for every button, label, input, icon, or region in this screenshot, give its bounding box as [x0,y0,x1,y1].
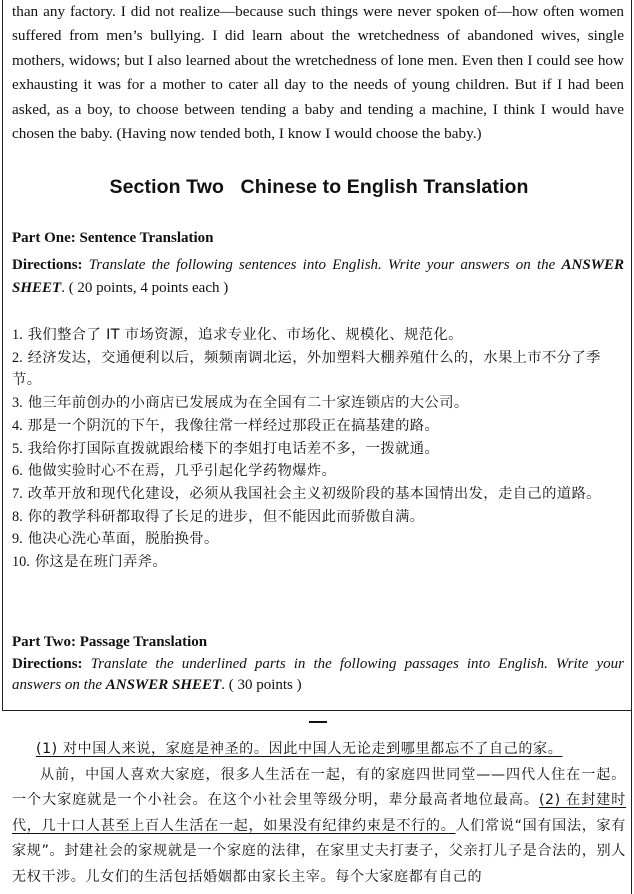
sentence-text: 你这是在班门弄斧。 [34,554,168,571]
sentence-item [12,551,626,574]
underlined-sentence-1: (1) 对中国人来说，家庭是神圣的。因此中国人无论走到哪里都忘不了自己的家。 [36,741,563,757]
passage-marker [309,721,327,723]
passage-paragraph-2 [12,763,626,891]
sentence-text: 改革开放和现代化建设，必须从我国社会主义初级阶段的基本国情出发，走自己的道路。 [27,485,601,502]
sentence-text: 我给你打国际直拨就跟给楼下的李姐打电话差不多，一拨就通。 [27,440,440,457]
answer-sheet-label: ANSWER SHEET [105,677,222,693]
directions-text: Translate the following sentences into English. Write your answers on the [88,257,556,273]
sentence-text: 我们整合了 IT 市场资源，追求专业化、市场化、规模化、规范化。 [27,327,463,343]
directions-label: Directions: [12,656,83,672]
sentence-number: 1. [12,327,23,343]
directions-text: Translate the underlined parts in the following passages into English. Write your answers on the [12,656,625,693]
sentence-item [12,324,626,347]
passage-line-1 [12,737,626,763]
sentence-number: 4. [12,417,23,434]
sentence-item [12,506,626,529]
intro-passage [12,0,624,146]
sentence-item [12,392,626,415]
passage [12,737,626,890]
sentence-number: 10. [12,554,30,571]
sentence-text: 那是一个阴沉的下午，我像往常一样经过那段正在搞基建的路。 [27,417,440,434]
sentence-text: 你的教学科研都取得了长足的进步，但不能因此而骄傲自满。 [27,508,425,525]
right-border-line [631,0,632,894]
left-border-line [2,0,3,710]
sentence-item [12,415,626,438]
sentence-text: 经济发达，交通便利以后，频频南调北运，外加塑料大棚养殖什么的，水果上市不分了季节。 [12,349,601,389]
sentence-number: 9. [12,531,23,548]
passage-text: 从前，中国人喜欢大家庭，很多人生活在一起，有的家庭四世同堂——四代人住在一起。一个大家庭就是一个小社会。在这个小社会里等级分明，辈分最高者地位最高。 [12,766,626,808]
sentence-number: 2. [12,349,23,366]
points-text: . ( 30 points ) [221,677,302,693]
sentence-number: 3. [12,395,23,412]
underlined-sentence-2: (2) 在封建时代，几十口人甚至上百人生活在一起，如果没有纪律约束是不行的。 [12,792,627,834]
sentence-text: 他决心洗心革面，脱胎换骨。 [27,531,219,548]
sentence-text: 他三年前创办的小商店已发展成为在全国有二十家连锁店的大公司。 [27,395,469,412]
sentence-item [12,528,626,551]
section-title: Section Two Chinese to English Translation [109,176,529,198]
sentence-list [12,324,626,574]
part-one-heading: Part One: Sentence Translation [12,230,214,246]
passage-text: 人们常说“国有国法，家有家规”。封建社会的家规就是一个家庭的法律，在家里丈夫打妻子，父亲打儿子是合法的，别人无权干涉。儿女们的生活包括婚姻都由家长主宰。每个大家庭都有自己的 [12,817,626,885]
part-one-directions [12,254,624,300]
sentence-text: 他做实验时心不在焉，几乎引起化学药物爆炸。 [27,463,337,480]
intro-paragraph: than any factory. I did not realize—because such things were never spoken of—how often women suffered from men’s bullying. I did learn about the wretchedness of abandoned wives, single mothers, widows; but I also learned about the wretchedness of lone men. Even then I could see how exhausting it was for a mother to cater all day to the needs of young children. But if I had been asked, as a boy, to choose between tending a baby and tending a machine, I think I would have chosen the baby. (Having now tended both, I know I would choose the baby.) [12,3,624,143]
sentence-number: 8. [12,508,23,525]
divider-line [2,710,632,711]
part-two-heading: Part Two: Passage Translation [12,634,208,650]
part-two-directions [12,654,624,696]
sentence-item [12,438,626,461]
sentence-number: 5. [12,440,23,457]
answer-sheet-label: ANSWER SHEET [12,257,625,296]
sentence-number: 6. [12,463,23,480]
directions-label: Directions: [12,257,83,273]
sentence-number: 7. [12,485,23,502]
sentence-item [12,483,626,506]
points-text: . ( 20 points, 4 points each ) [61,280,229,296]
sentence-item [12,347,626,392]
sentence-item [12,460,626,483]
